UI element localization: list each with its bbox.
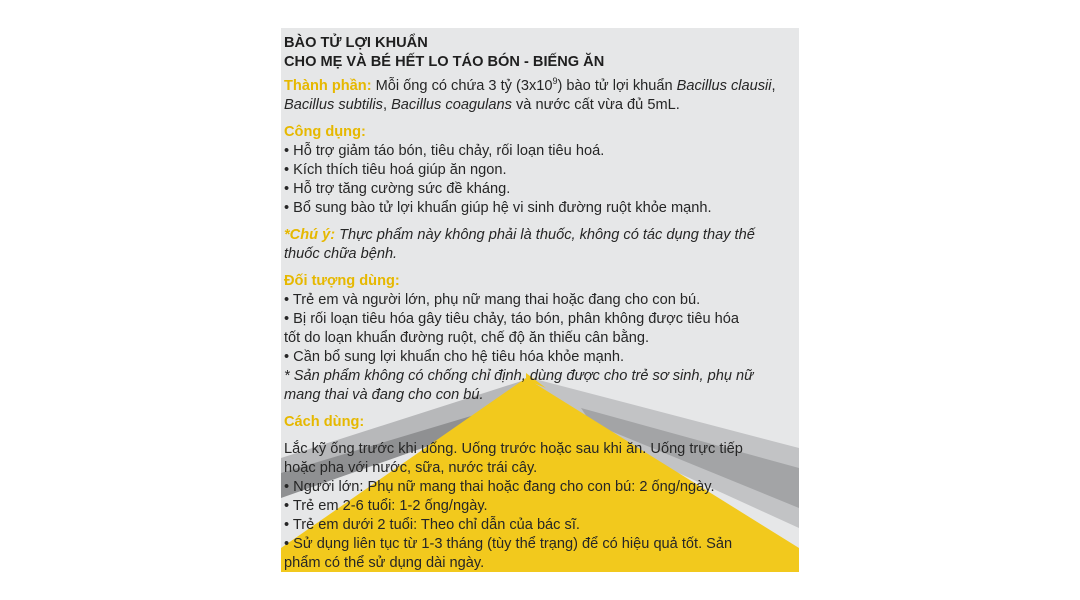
ingredients-text-a: Mỗi ống có chứa 3 tỷ (3x10 [371, 78, 553, 94]
title-line-1: BÀO TỬ LỢI KHUẨN [284, 35, 428, 51]
usage-line: • Người lớn: Phụ nữ mang thai hoặc đang cho con bú: 2 ống/ngày. [284, 479, 715, 495]
usage-line: • Trẻ em dưới 2 tuổi: Theo chỉ dẫn của bác sĩ. [284, 517, 580, 533]
target-line: tốt do loạn khuẩn đường ruột, chế độ ăn thiếu cân bằng. [284, 330, 649, 346]
target-note-line-2: mang thai và đang cho con bú. [284, 387, 484, 403]
target-line: • Cần bổ sung lợi khuẩn cho hệ tiêu hóa khỏe mạnh. [284, 349, 625, 365]
note-line-1 [284, 226, 798, 245]
note-label: *Chú ý: [284, 227, 336, 243]
ingredients-text-b: ) bào tử lợi khuẩn [557, 78, 677, 94]
info-content [284, 34, 798, 572]
ingredients-exponent: 9 [552, 76, 558, 87]
target-heading: Đối tượng dùng: [284, 273, 400, 289]
note-text-1: Thực phẩm này không phải là thuốc, không có tác dụng thay thế [335, 227, 755, 243]
ingredients-text-c: và nước cất vừa đủ 5mL. [511, 97, 680, 113]
usage-line: • Trẻ em 2-6 tuổi: 1-2 ống/ngày. [284, 498, 488, 514]
uses-item: • Hỗ trợ tăng cường sức đề kháng. [284, 181, 511, 197]
uses-item: • Kích thích tiêu hoá giúp ăn ngon. [284, 162, 507, 178]
uses-item: • Hỗ trợ giảm táo bón, tiêu chảy, rối loạn tiêu hoá. [284, 143, 605, 159]
ingredients-line-2 [284, 96, 798, 115]
target-line: • Trẻ em và người lớn, phụ nữ mang thai hoặc đang cho con bú. [284, 292, 701, 308]
uses-item: • Bổ sung bào tử lợi khuẩn giúp hệ vi sinh đường ruột khỏe mạnh. [284, 200, 712, 216]
species-bacillus-clausii: Bacillus clausii [676, 78, 772, 94]
target-line: • Bị rối loạn tiêu hóa gây tiêu chảy, táo bón, phân không được tiêu hóa [284, 311, 739, 327]
ingredients-comma-2: , [382, 97, 392, 113]
usage-heading: Cách dùng: [284, 414, 365, 430]
ingredients-label: Thành phần: [284, 78, 372, 94]
target-note-line-1: * Sản phẩm không có chống chỉ định, dùng được cho trẻ sơ sinh, phụ nữ [284, 368, 754, 384]
ingredients-line-1 [284, 77, 798, 96]
ingredients-comma-1: , [771, 78, 776, 94]
species-bacillus-coagulans: Bacillus coagulans [391, 97, 512, 113]
species-bacillus-subtilis: Bacillus subtilis [284, 97, 383, 113]
uses-heading: Công dụng: [284, 124, 366, 140]
product-info-panel [281, 28, 799, 572]
usage-line: hoặc pha với nước, sữa, nước trái cây. [284, 460, 538, 476]
usage-line: • Sử dụng liên tục từ 1-3 tháng (tùy thể trạng) để có hiệu quả tốt. Sản [284, 536, 733, 552]
usage-line: Lắc kỹ ống trước khi uống. Uống trước hoặc sau khi ăn. Uống trực tiếp [284, 441, 743, 457]
note-line-2: thuốc chữa bệnh. [284, 246, 398, 262]
title-line-2: CHO MẸ VÀ BÉ HẾT LO TÁO BÓN - BIẾNG ĂN [284, 54, 605, 70]
usage-line: phẩm có thể sử dụng dài ngày. [284, 555, 485, 571]
